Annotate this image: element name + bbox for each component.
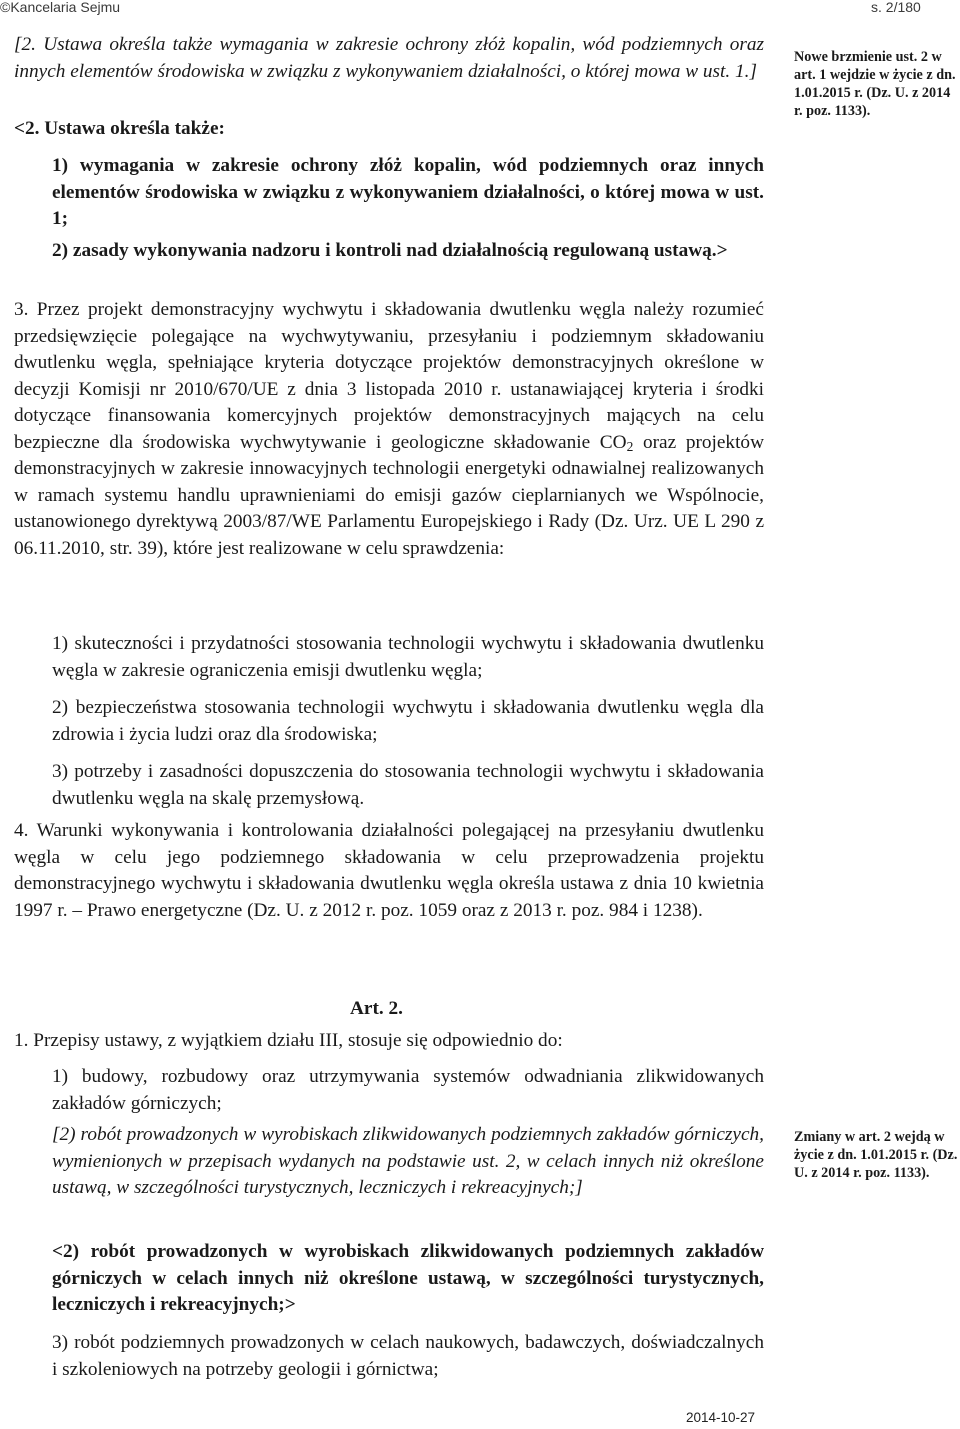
paragraph-3-point-3: 3) potrzeby i zasadności dopuszczenia do stosowania technologii wychwytu i składowania dwutlenku węgla na skalę przemysłową.: [52, 761, 764, 809]
paragraph-2-new-point-2: 2) zasady wykonywania nadzoru i kontroli nad działalnością regulowaną ustawą.>: [52, 240, 728, 261]
page-number: s. 2/180: [871, 0, 921, 15]
paragraph-3-part-b: oraz projektów demonstracyjnych w zakresie innowacyjnych technologii energetyki odnawialnej realizowanych w ramach systemu handlu uprawnieniami do emisji gazów cieplarnianych we Wspólnocie, ustanowionego dyrektywą 2003/87/WE Parlamentu Europejskiego i Rady (Dz. Urz. UE L 290 z 06.11.2010, str. 39), które jest realizowane w celu sprawdzenia:: [14, 431, 764, 559]
article-2-title: Art. 2.: [350, 998, 404, 1019]
article-2-point-1: 1) budowy, rozbudowy oraz utrzymywania systemów odwadniania zlikwidowanych zakładów górniczych;: [52, 1066, 764, 1114]
article-2-point-2-new: <2) robót prowadzonych w wyrobiskach zlikwidowanych podziemnych zakładów górniczych w celach innych niż określone ustawą, w szczególności turystycznych, leczniczych i rekreacyjnych;>: [52, 1241, 764, 1315]
paragraph-3-point-1: 1) skuteczności i przydatności stosowania technologii wychwytu i składowania dwutlenku węgla w zakresie ograniczenia emisji dwutlenku węgla;: [52, 633, 764, 681]
paragraph-4: 4. Warunki wykonywania i kontrolowania działalności polegającej na przesyłaniu dwutlenku węgla w celu jego podziemnego składowania w celu przeprowadzenia projektu demonstracyjnego wychwytu i składowania dwutlenku węgla określa ustawa z dnia 10 kwietnia 1997 r. – Prawo energetyczne (Dz. U. z 2012 r. poz. 1059 oraz z 2013 r. poz. 984 i 1238).: [14, 820, 764, 921]
paragraph-3-point-2: 2) bezpieczeństwa stosowania technologii wychwytu i składowania dwutlenku węgla dla zdrowia i życia ludzi oraz dla środowiska;: [52, 697, 764, 745]
footer-date: 2014-10-27: [686, 1410, 756, 1425]
paragraph-2-new-intro: <2. Ustawa określa także:: [14, 118, 225, 139]
paragraph-3-part-a: 3. Przez projekt demonstracyjny wychwytu i składowania dwutlenku węgla należy rozumieć przedsięwzięcie polegające na wychwytywaniu, przesyłaniu i podziemnym składowaniu dwutlenku węgla, spełniające kryteria dotyczące projektów demonstracyjnych określone w decyzji Komisji nr 2010/670/UE z dnia 3 listopada 2010 r. ustanawiającej kryteria i środki dotyczące finansowania komercyjnych projektów demonstracyjnych mających na celu bezpieczne dla środowiska wychwytywanie i geologiczne składowanie CO: [14, 299, 764, 453]
header-source: ©Kancelaria Sejmu: [0, 0, 121, 15]
co2-subscript: 2: [626, 438, 634, 454]
article-2-point-2-old: [2) robót prowadzonych w wyrobiskach zlikwidowanych podziemnych zakładów górniczych, wymienionych w przepisach wydanych na podstawie ust. 2, w celach innych niż określone ustawą, w szczególności turystycznych, leczniczych i rekreacyjnych;]: [52, 1124, 764, 1198]
side-note-paragraph-2: Nowe brzmienie ust. 2 w art. 1 wejdzie w życie z dn. 1.01.2015 r. (Dz. U. z 2014 r. poz. 1133).: [794, 49, 956, 119]
paragraph-2-new-point-1: 1) wymagania w zakresie ochrony złóż kopalin, wód podziemnych oraz innych elementów środowiska w związku z wykonywaniem działalności, o której mowa w ust. 1;: [52, 155, 764, 229]
paragraph-2-old: [2. Ustawa określa także wymagania w zakresie ochrony złóż kopalin, wód podziemnych oraz innych elementów środowiska w związku z wykonywaniem działalności, o której mowa w ust. 1.]: [14, 34, 764, 82]
article-2-paragraph-1: 1. Przepisy ustawy, z wyjątkiem działu III, stosuje się odpowiednio do:: [14, 1030, 563, 1051]
side-note-article-2: Zmiany w art. 2 wejdą w życie z dn. 1.01.2015 r. (Dz. U. z 2014 r. poz. 1133).: [794, 1129, 958, 1181]
paragraph-3: [14, 297, 764, 562]
article-2-point-3: 3) robót podziemnych prowadzonych w celach naukowych, badawczych, doświadczalnych i szkoleniowych na potrzeby geologii i górnictwa;: [52, 1332, 764, 1380]
